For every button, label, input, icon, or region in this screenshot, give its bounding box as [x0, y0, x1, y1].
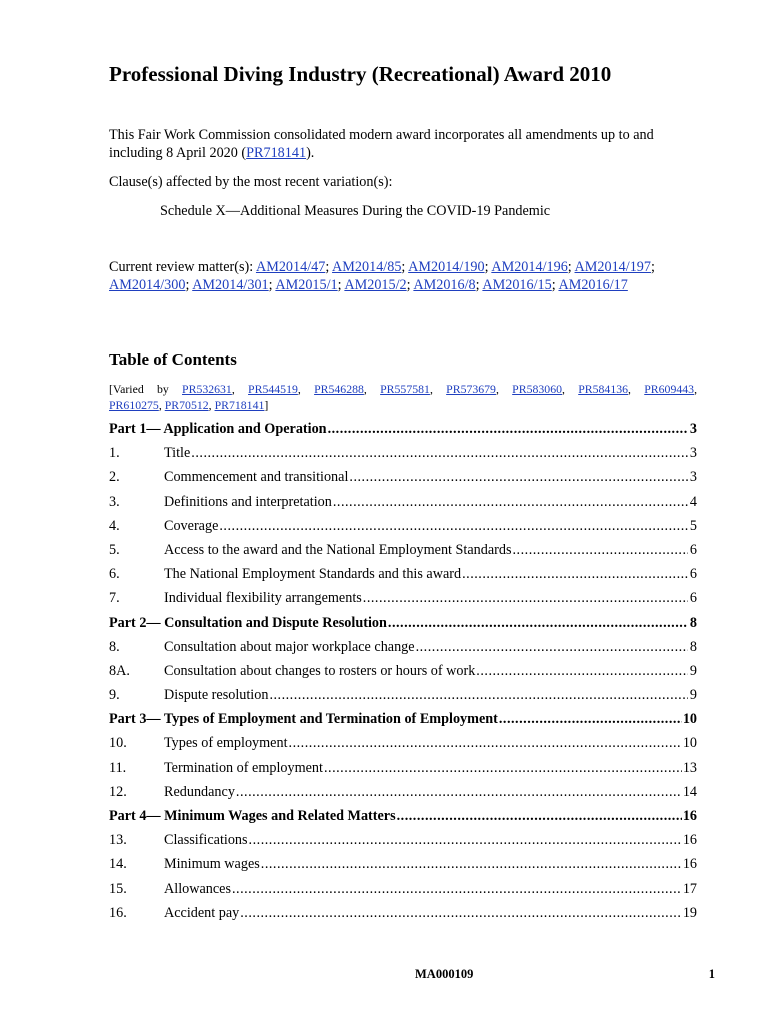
- toc-heading: Table of Contents: [109, 350, 237, 369]
- toc-entry-label: Classifications: [164, 832, 248, 849]
- toc-entry-label: Individual flexibility arrangements: [164, 590, 362, 607]
- toc-entry[interactable]: [109, 494, 697, 518]
- toc-entry-label: Commencement and transitional: [164, 469, 349, 486]
- toc-dot-leader: [236, 784, 682, 801]
- review-matter-link[interactable]: AM2014/197: [574, 259, 651, 275]
- varied-pr-link[interactable]: PR70512: [164, 398, 209, 412]
- toc-entry-number: 14.: [109, 856, 127, 873]
- varied-pr-link[interactable]: PR610275: [109, 398, 159, 412]
- review-matter-link[interactable]: AM2014/190: [408, 259, 485, 275]
- toc-entry-page: 3: [689, 469, 697, 486]
- toc-entry-label: Access to the award and the National Employment Standards: [164, 541, 512, 558]
- toc-entry-number: 11.: [109, 759, 127, 776]
- toc-entry-label: The National Employment Standards and this award: [164, 566, 462, 583]
- toc-entry-page: 14: [682, 783, 697, 800]
- toc-part-entry[interactable]: [109, 615, 697, 639]
- toc-entry-label: Termination of employment: [164, 759, 323, 776]
- intro-end: ).: [306, 145, 315, 161]
- toc-entry[interactable]: [109, 735, 697, 759]
- toc-part-entry[interactable]: [109, 421, 697, 445]
- review-matters-paragraph: [109, 258, 701, 294]
- toc-entry-label: Minimum wages: [164, 856, 260, 873]
- toc-entry-page: 3: [689, 421, 697, 437]
- review-matter-link[interactable]: AM2016/15: [482, 277, 552, 293]
- varied-pr-link[interactable]: PR609443: [644, 382, 695, 396]
- toc-entry[interactable]: [109, 639, 697, 663]
- toc-entry-page: 3: [689, 445, 697, 462]
- toc-entry-number: 8.: [109, 638, 120, 655]
- toc-entry-label: Definitions and interpretation: [164, 493, 332, 510]
- toc-entry-label: Part 4— Minimum Wages and Related Matters: [109, 808, 396, 824]
- varied-pr-link[interactable]: PR544519: [248, 382, 298, 396]
- varied-pr-link[interactable]: PR573679: [446, 382, 496, 396]
- toc-entry-number: 3.: [109, 493, 120, 510]
- toc-entry-label: Part 2— Consultation and Dispute Resolution: [109, 614, 387, 631]
- review-matter-link[interactable]: AM2015/2: [344, 277, 407, 293]
- toc-entry-label: Part 3— Types of Employment and Termination of Employment: [109, 711, 498, 728]
- toc-entry-page: 16: [682, 808, 697, 824]
- toc-entry-number: 10.: [109, 735, 127, 752]
- toc-entry-page: 6: [689, 541, 697, 558]
- varied-pr-link[interactable]: PR557581: [380, 382, 430, 396]
- toc-entry[interactable]: [109, 832, 697, 856]
- toc-entry-label: Types of employment: [164, 735, 288, 752]
- toc-dot-leader: [289, 735, 682, 752]
- toc-entry-label: Consultation about major workplace change: [164, 638, 415, 655]
- toc-entry-page: 6: [689, 566, 697, 583]
- toc-entry-page: 9: [689, 662, 697, 679]
- toc-entry-page: 8: [689, 638, 697, 655]
- toc-entry-page: 6: [689, 590, 697, 607]
- toc-dot-leader: [269, 687, 688, 704]
- toc-entry-page: 8: [689, 614, 697, 631]
- table-of-contents: [109, 421, 697, 929]
- toc-entry[interactable]: [109, 566, 697, 590]
- toc-entry-page: 17: [682, 880, 697, 897]
- varied-pr-link[interactable]: PR718141: [214, 398, 265, 412]
- intro-paragraph: [109, 126, 697, 162]
- varied-pr-link[interactable]: PR584136: [578, 382, 629, 396]
- review-matter-link[interactable]: AM2015/1: [275, 277, 338, 293]
- toc-entry[interactable]: [109, 784, 697, 808]
- toc-entry-label: Consultation about changes to rosters or hours of work: [164, 662, 476, 679]
- toc-entry-number: 2.: [109, 469, 120, 486]
- review-matter-links: AM2014/47; AM2014/85; AM2014/190; AM2014/196; AM2014/197; AM2014/300; AM2014/301; AM2015/1; AM2015/2; AM2016/8; AM2016/15; AM2016/17: [109, 259, 655, 293]
- toc-dot-leader: [249, 832, 682, 849]
- varied-pr-link[interactable]: PR583060: [512, 382, 562, 396]
- toc-entry-page: 13: [682, 759, 697, 776]
- footer-doc-code: MA000109: [415, 967, 474, 981]
- toc-entry-page: 9: [689, 687, 697, 704]
- toc-entry[interactable]: [109, 663, 697, 687]
- toc-entry-page: 10: [682, 735, 697, 752]
- toc-entry-label: Title: [164, 445, 191, 462]
- clauses-affected-label: Clause(s) affected by the most recent variation(s):: [109, 174, 393, 190]
- toc-entry[interactable]: [109, 542, 697, 566]
- toc-entry-number: 6.: [109, 566, 120, 583]
- toc-entry[interactable]: [109, 905, 697, 929]
- toc-dot-leader: [349, 469, 688, 486]
- toc-entry[interactable]: [109, 590, 697, 614]
- toc-dot-leader: [261, 856, 682, 873]
- review-matter-link[interactable]: AM2014/85: [332, 259, 402, 275]
- toc-dot-leader: [462, 566, 688, 583]
- varied-by-list: [109, 381, 697, 413]
- varied-pr-link[interactable]: PR532631: [182, 382, 232, 396]
- toc-entry-number: 7.: [109, 590, 120, 607]
- toc-part-entry[interactable]: [109, 711, 697, 735]
- toc-entry[interactable]: [109, 881, 697, 905]
- schedule-item: Schedule X—Additional Measures During the COVID-19 Pandemic: [160, 203, 551, 219]
- review-matter-link[interactable]: AM2014/301: [192, 277, 269, 293]
- toc-entry[interactable]: [109, 687, 697, 711]
- toc-entry-page: 16: [682, 856, 697, 873]
- review-matter-link[interactable]: AM2014/300: [109, 277, 186, 293]
- toc-entry-page: 10: [682, 711, 697, 728]
- toc-entry-label: Dispute resolution: [164, 687, 269, 704]
- toc-entry[interactable]: [109, 856, 697, 880]
- toc-dot-leader: [219, 518, 688, 535]
- toc-entry-number: 15.: [109, 880, 127, 897]
- toc-dot-leader: [240, 905, 682, 922]
- toc-entry-page: 19: [682, 904, 697, 921]
- toc-entry-label: Accident pay: [164, 904, 240, 921]
- toc-entry-number: 4.: [109, 517, 120, 534]
- toc-dot-leader: [232, 881, 682, 898]
- toc-dot-leader: [324, 760, 682, 777]
- intro-text: This Fair Work Commission consolidated modern award incorporates all amendments up to and including 8 April 2020 (: [109, 127, 654, 161]
- toc-dot-leader: [191, 445, 688, 462]
- toc-entry-label: Redundancy: [164, 783, 235, 800]
- toc-dot-leader: [397, 808, 682, 825]
- toc-entry-number: 16.: [109, 904, 127, 921]
- toc-entry-number: 5.: [109, 541, 120, 558]
- toc-dot-leader: [388, 615, 688, 632]
- toc-dot-leader: [513, 542, 689, 559]
- varied-line: [Varied by PR532631, PR544519, PR546288, PR557581, PR573679, PR583060, PR584136, PR609443,: [109, 382, 698, 396]
- toc-entry-number: 1.: [109, 445, 120, 462]
- toc-entry-page: 5: [689, 517, 697, 534]
- review-matter-link[interactable]: AM2016/8: [413, 277, 476, 293]
- review-matter-link[interactable]: AM2014/47: [255, 259, 326, 275]
- toc-entry-number: 8A.: [109, 662, 130, 679]
- varied-line: PR610275, PR70512, PR718141]: [109, 398, 269, 412]
- toc-entry-number: 13.: [109, 832, 127, 849]
- toc-entry-page: 16: [682, 832, 697, 849]
- toc-entry-label: Coverage: [164, 517, 219, 534]
- toc-dot-leader: [499, 711, 682, 728]
- toc-entry[interactable]: [109, 445, 697, 469]
- toc-entry-label: Allowances: [164, 880, 231, 897]
- toc-dot-leader: [476, 663, 688, 680]
- toc-entry[interactable]: [109, 518, 697, 542]
- award-title: Professional Diving Industry (Recreational) Award 2010: [109, 62, 612, 86]
- toc-entry[interactable]: [109, 469, 697, 493]
- toc-entry-label: Part 1— Application and Operation: [109, 421, 327, 437]
- review-label: Current review matter(s):: [109, 259, 256, 275]
- footer-page-number: 1: [708, 967, 715, 981]
- review-matter-link[interactable]: AM2014/196: [491, 259, 568, 275]
- toc-entry-number: 9.: [109, 687, 120, 704]
- varied-pr-link[interactable]: PR546288: [314, 382, 364, 396]
- toc-dot-leader: [416, 639, 688, 656]
- toc-dot-leader: [328, 421, 688, 438]
- intro-pr-link[interactable]: PR718141: [246, 145, 307, 161]
- toc-entry-number: 12.: [109, 783, 127, 800]
- toc-entry[interactable]: [109, 760, 697, 784]
- toc-part-entry[interactable]: [109, 808, 697, 832]
- review-matter-link[interactable]: AM2016/17: [558, 277, 628, 293]
- toc-entry-page: 4: [689, 493, 697, 510]
- toc-dot-leader: [363, 590, 688, 607]
- toc-dot-leader: [333, 494, 688, 511]
